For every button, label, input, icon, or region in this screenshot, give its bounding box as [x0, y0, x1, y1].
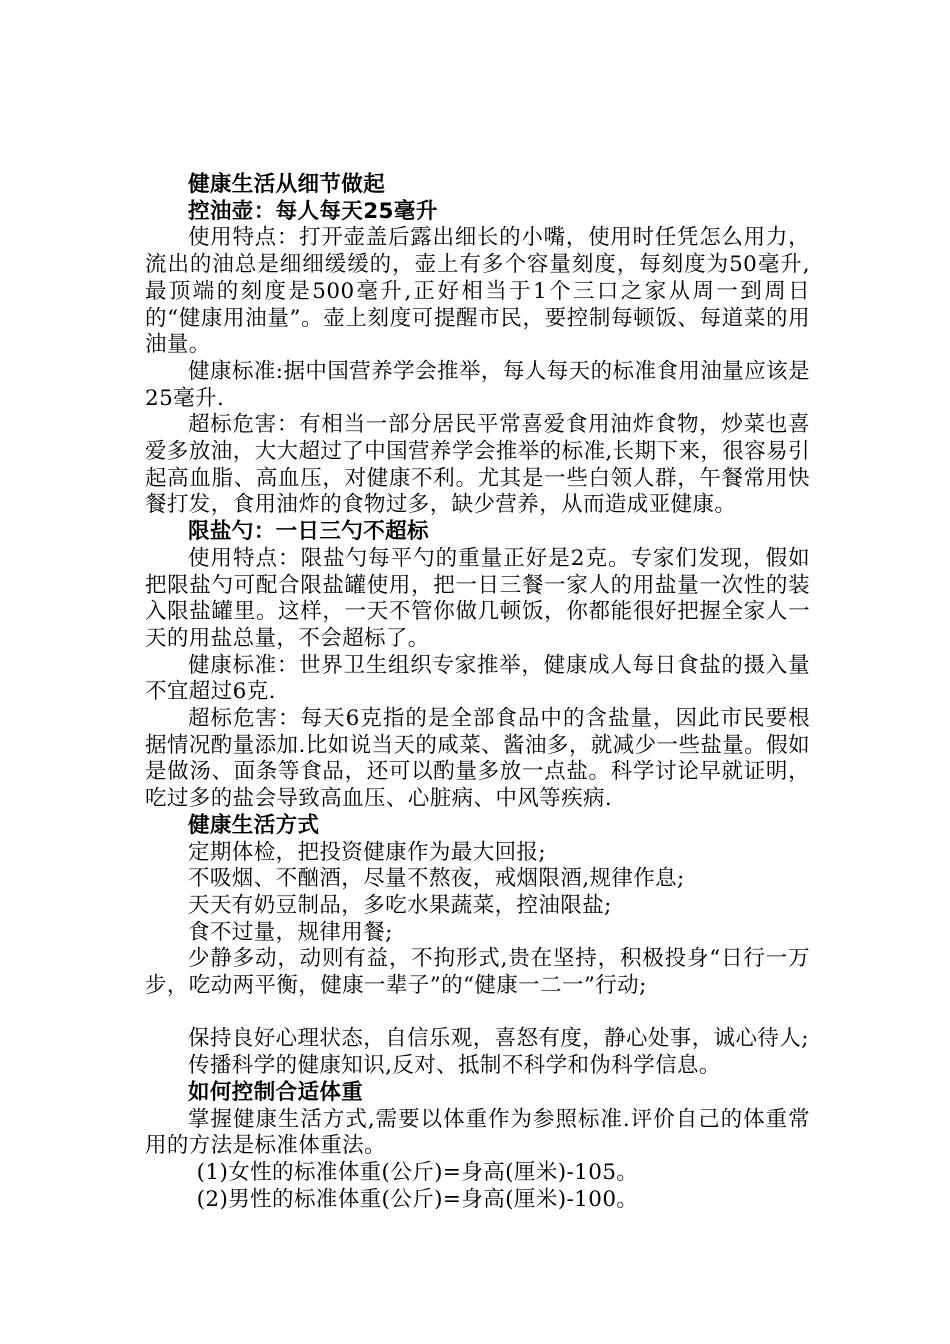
lifestyle-item-science: 传播科学的健康知识,反对、抵制不科学和伪科学信息。: [188, 1053, 721, 1079]
document-page: [145, 172, 810, 1213]
weight-intro: 掌握健康生活方式,需要以体重作为参照标准.评价自己的体重常用的方法是标准体重法。: [145, 1106, 810, 1159]
lifestyle-item-checkup: 定期体检，把投资健康作为最大回报;: [188, 839, 547, 865]
weight-heading: 如何控制合适体重: [188, 1079, 364, 1105]
lifestyle-heading: 健康生活方式: [188, 812, 320, 838]
salt-spoon-usage: 使用特点：限盐勺每平勺的重量正好是2克。专家们发现，假如把限盐勺可配合限盐罐使用，把一日三餐一家人的用盐量一次性的装入限盐罐里。这样，一天不管你做几顿饭，你都能很好把握全家人一天的用盐总量，不会超标了。: [145, 545, 810, 651]
salt-spoon-standard: 健康标准：世界卫生组织专家推举，健康成人每日食盐的摄入量不宜超过6克.: [145, 652, 810, 705]
salt-spoon-heading: 限盐勺：一日三勺不超标: [188, 519, 429, 545]
blank-line: [145, 1000, 810, 1027]
lifestyle-item-no-smoking: 不吸烟、不酗酒，尽量不熬夜，戒烟限酒,规律作息;: [188, 866, 685, 892]
salt-spoon-harm: 超标危害：每天6克指的是全部食品中的含盐量，因此市民要根据情况酌量添加.比如说当天的咸菜、酱油多，就减少一些盐量。假如是做汤、面条等食品，还可以酌量多放一点盐。科学讨论早就证明，吃过多的盐会导致高血压、心脏病、中风等疾病.: [145, 706, 810, 812]
oil-pot-standard: 健康标准:据中国营养学会推举，每人每天的标准食用油量应该是25毫升.: [145, 358, 810, 411]
document-title: 健康生活从细节做起: [188, 172, 386, 197]
weight-formula-female: (1)女性的标准体重(公斤)=身高(厘米)-105。: [196, 1160, 639, 1185]
oil-pot-heading: 控油壶：每人每天25毫升: [188, 198, 438, 224]
weight-formula-male: (2)男性的标准体重(公斤)=身高(厘米)-100。: [196, 1186, 639, 1212]
lifestyle-item-mental: 保持良好心理状态，自信乐观，喜怒有度，静心处事，诚心待人;: [188, 1026, 809, 1052]
lifestyle-item-dairy: 天天有奶豆制品，多吃水果蔬菜，控油限盐;: [188, 892, 612, 918]
oil-pot-usage: 使用特点：打开壶盖后露出细长的小嘴，使用时任凭怎么用力，流出的油总是细细缓缓的，壶上有多个容量刻度，每刻度为50毫升,最顶端的刻度是500毫升,正好相当于1个三口之家从周一到周日的“健康用油量”。壶上刻度可提醒市民，要控制每顿饭、每道菜的用油量。: [145, 225, 810, 358]
oil-pot-harm: 超标危害：有相当一部分居民平常喜爱食用油炸食物，炒菜也喜爱多放油，大大超过了中国营养学会推举的标准,长期下来，很容易引起高血脂、高血压，对健康不利。尤其是一些白领人群，午餐常用快餐打发，食用油炸的食物过多，缺少营养，从而造成亚健康。: [145, 412, 810, 518]
lifestyle-item-meals: 食不过量，规律用餐;: [188, 919, 393, 945]
lifestyle-item-exercise: 少静多动，动则有益，不拘形式,贵在坚持，积极投身“日行一万步，吃动两平衡，健康一辈子”的“健康一二一”行动;: [145, 946, 810, 999]
